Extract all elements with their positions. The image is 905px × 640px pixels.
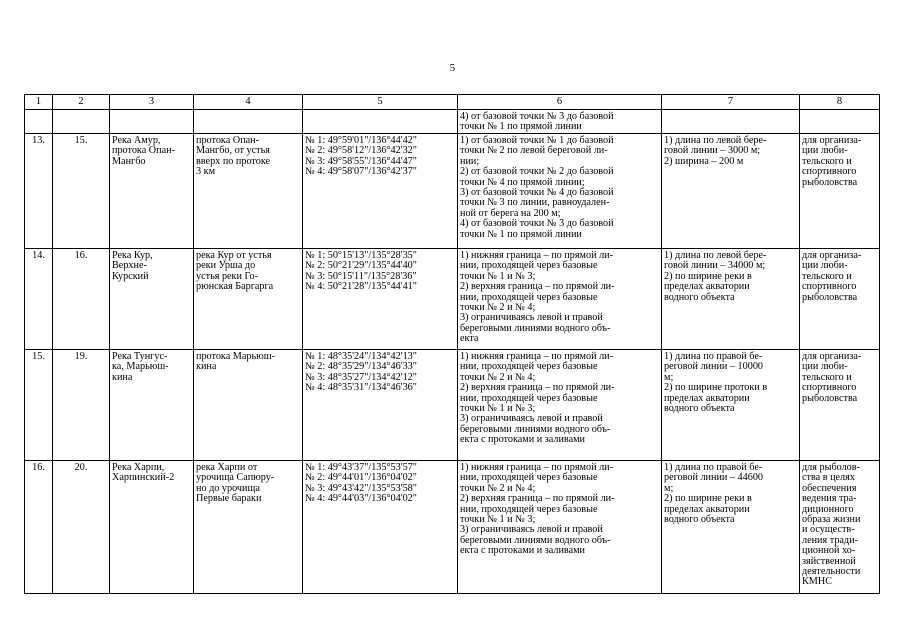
text-line: Мангбо [112,155,146,167]
text-line: 4) от базовой точки № 3 до базовой [460,218,614,230]
text-line: реговой линии – 10000 [664,361,764,373]
text-line: реговой линии – 44600 [664,472,764,484]
text-line: ной от берега на 200 м; [460,207,561,219]
text-line: водного объекта [664,291,735,303]
location-cell [194,461,303,594]
coordinates-cell [303,350,458,461]
text-line: КМНС [802,576,833,588]
column-header: 2 [53,95,110,110]
boundaries-cell [458,461,662,594]
coordinates-cell [303,134,458,249]
text-line: 2) по ширине реки в [664,493,752,505]
text-line: екта с протоками и заливами [460,545,585,557]
text-line: 3) от базовой точки № 4 до базовой [460,187,614,199]
text-line: м; [664,371,674,383]
text-line: протока Опан- [196,135,259,146]
text-line: Курский [112,270,149,282]
text-line: № 1: 48°35'24"/134°42'13" [305,351,417,362]
area-id-cell: 19. [53,350,110,461]
text-line: кина [196,361,217,373]
column-header: 4 [194,95,303,110]
text-line: м; [664,482,674,494]
text-line: 2) по ширине реки в [664,270,752,282]
column-header: 1 [25,95,53,110]
text-line: тельского и [802,270,852,282]
text-line: для рыболов- [802,462,860,473]
text-line: 1) нижняя граница – по прямой ли- [460,462,613,473]
text-line: рыболовства [802,176,858,188]
table-header-row [25,95,880,110]
text-line: урочища Сапюру- [196,472,275,484]
text-line: протока Марьюш- [196,351,275,362]
purpose-cell [800,134,880,249]
location-cell [194,249,303,350]
text-line: ции люби- [802,361,848,373]
text-line: кина [112,371,133,383]
text-line: образа жизни [802,514,861,526]
text-line: 1) длина по левой бере- [664,250,767,261]
text-line: 3) ограничиваясь левой и правой [460,312,603,324]
text-line: точки № 2 по левой береговой ли- [460,145,608,157]
text-line: Первые бараки [196,493,262,505]
text-line: № 4: 50°21'28"/135°44'41" [305,281,417,293]
text-line: 1) длина по правой бе- [664,462,763,473]
text-line: точки № 1 и № 3; [460,514,536,526]
text-line: нии, проходящей через базовые [460,291,598,303]
text-line: рыболовства [802,392,858,404]
text-line: 2) ширина – 200 м [664,155,744,167]
continuation-row [25,110,880,134]
text-line: 2) верхняя граница – по прямой ли- [460,493,615,505]
text-line: диционного [802,503,854,515]
text-line: 1) длина по левой бере- [664,135,767,146]
text-line: ления тради- [802,534,858,546]
text-line: № 1: 50°15'13"/135°28'35" [305,250,417,261]
text-line: Река Тунгус- [112,351,168,362]
text-line: протока Опан- [112,145,175,157]
coordinates-cell [303,461,458,594]
text-line: ка, Марьюш- [112,361,169,373]
text-line: точки № 1 по прямой линии [460,121,582,133]
text-line: пределах акватории [664,392,750,404]
text-line: вверх по протоке [196,155,271,167]
column-header: 7 [662,95,800,110]
water-body-cell [110,134,194,249]
location-cell [194,134,303,249]
table-row [25,134,880,249]
text-line: № 2: 49°58'12"/136°42'32" [305,145,417,157]
text-line: 1) от базовой точки № 1 до базовой [460,135,614,146]
column-header: 5 [303,95,458,110]
text-line: Река Амур, [112,135,161,146]
text-line: точки № 2 и № 4; [460,482,536,494]
text-line: № 2: 49°44'01"/136°04'02" [305,472,417,484]
text-line: № 4: 49°44'03"/136°04'02" [305,493,417,505]
text-line: говой линии – 3000 м; [664,145,761,157]
text-line: водного объекта [664,403,735,415]
text-line: точки № 1 и № 3; [460,270,536,282]
text-line: береговыми линиями водного объ- [460,534,611,546]
page-number: 5 [449,62,456,74]
column-header: 8 [800,95,880,110]
area-id-cell: 15. [53,134,110,249]
text-line: точки № 2 и № 4; [460,371,536,383]
text-line: № 3: 50°15'11"/135°28'36" [305,270,417,282]
text-line: 4) от базовой точки № 3 до базовой [460,111,614,122]
text-line: и осуществ- [802,524,855,536]
table-row [25,249,880,350]
text-line: рыболовства [802,291,858,303]
column-header: 6 [458,95,662,110]
location-cell [194,350,303,461]
text-line: водного объекта [664,514,735,526]
text-line: точки № 1 по прямой линии [460,228,582,240]
text-line: екта [460,333,479,345]
text-line: деятельности [802,566,861,578]
text-line: но до урочища [196,482,260,494]
text-line: 1) нижняя граница – по прямой ли- [460,351,613,362]
size-cell [662,350,800,461]
text-line: рюнская Баргарга [196,281,274,293]
text-line: 1) длина по правой бе- [664,351,763,362]
text-line: Река Харпи, [112,462,165,473]
text-line: спортивного [802,382,857,394]
text-line: Река Кур, [112,250,153,261]
text-line: реки Урша до [196,260,256,272]
text-line: 2) по ширине протоки в [664,382,768,394]
text-line: 1) нижняя граница – по прямой ли- [460,250,613,261]
text-line: 2) от базовой точки № 2 до базовой [460,166,614,178]
text-line: тельского и [802,371,852,383]
text-line: № 3: 49°58'55"/136°44'47" [305,155,417,167]
text-line: пределах акватории [664,281,750,293]
table-row [25,350,880,461]
boundaries-cell [458,350,662,461]
water-body-cell [110,350,194,461]
text-line: Мангбо, от устья [196,145,270,157]
text-line: устья реки Го- [196,270,258,282]
boundaries-cell [458,134,662,249]
text-line: ции люби- [802,260,848,272]
text-line: 3) ограничиваясь левой и правой [460,413,603,425]
text-line: № 4: 49°58'07"/136°42'37" [305,166,417,178]
text-line: нии, проходящей через базовые [460,361,598,373]
text-line: № 2: 48°35'29"/134°46'33" [305,361,417,373]
row-number-cell: 14. [25,249,53,350]
text-line: нии, проходящей через базовые [460,503,598,515]
row-number-cell: 13. [25,134,53,249]
text-line: точки № 3 по линии, равноудален- [460,197,610,209]
text-line: точки № 1 и № 3; [460,403,536,415]
text-line: ционной хо- [802,545,856,557]
text-line: для организа- [802,135,862,146]
text-line: екта с протоками и заливами [460,434,585,446]
text-line: ведения тра- [802,493,857,505]
text-line: 3) ограничиваясь левой и правой [460,524,603,536]
text-line: точки № 2 и № 4; [460,302,536,314]
text-line: № 2: 50°21'29"/135°44'40" [305,260,417,272]
text-line: № 4: 48°35'31"/134°46'36" [305,382,417,394]
text-line: река Харпи от [196,462,258,473]
text-line: нии, проходящей через базовые [460,472,598,484]
coordinates-cell [303,249,458,350]
size-cell [662,461,800,594]
text-line: ции люби- [802,145,848,157]
size-cell [662,134,800,249]
purpose-cell [800,461,880,594]
water-body-cell [110,461,194,594]
row-number-cell: 15. [25,350,53,461]
text-line: для организа- [802,351,862,362]
text-line: 3 км [196,166,216,178]
text-line: обеспечения [802,482,857,494]
text-line: зяйственной [802,555,856,567]
text-line: береговыми линиями водного объ- [460,423,611,435]
purpose-cell [800,350,880,461]
text-line: пределах акватории [664,503,750,515]
size-cell [662,249,800,350]
text-line: № 3: 49°43'42"/135°53'58" [305,482,417,494]
area-id-cell: 20. [53,461,110,594]
text-line: нии, проходящей через базовые [460,392,598,404]
text-line: Харпинский-2 [112,472,175,484]
text-line: ства в целях [802,472,855,484]
text-line: 2) верхняя граница – по прямой ли- [460,382,615,394]
purpose-cell [800,249,880,350]
text-line: 2) верхняя граница – по прямой ли- [460,281,615,293]
fishing-areas-table [24,94,880,594]
text-line: спортивного [802,166,857,178]
text-line: № 3: 48°35'27"/134°42'12" [305,371,417,383]
text-line: говой линии – 34000 м; [664,260,766,272]
text-line: № 1: 49°43'37"/135°53'57" [305,462,417,473]
text-line: нии, проходящей через базовые [460,260,598,272]
text-line: для организа- [802,250,862,261]
water-body-cell [110,249,194,350]
column-header: 3 [110,95,194,110]
text-line: спортивного [802,281,857,293]
area-id-cell: 16. [53,249,110,350]
text-line: тельского и [802,155,852,167]
text-line: точки № 4 по прямой линии; [460,176,585,188]
text-line: береговыми линиями водного объ- [460,322,611,334]
text-line: река Кур от устья [196,250,272,261]
text-line: № 1: 49°59'01"/136°44'42" [305,135,417,146]
boundaries-cell [458,110,662,134]
boundaries-cell [458,249,662,350]
table-row [25,461,880,594]
text-line: нии; [460,155,480,167]
text-line: Верхне- [112,260,147,272]
row-number-cell: 16. [25,461,53,594]
